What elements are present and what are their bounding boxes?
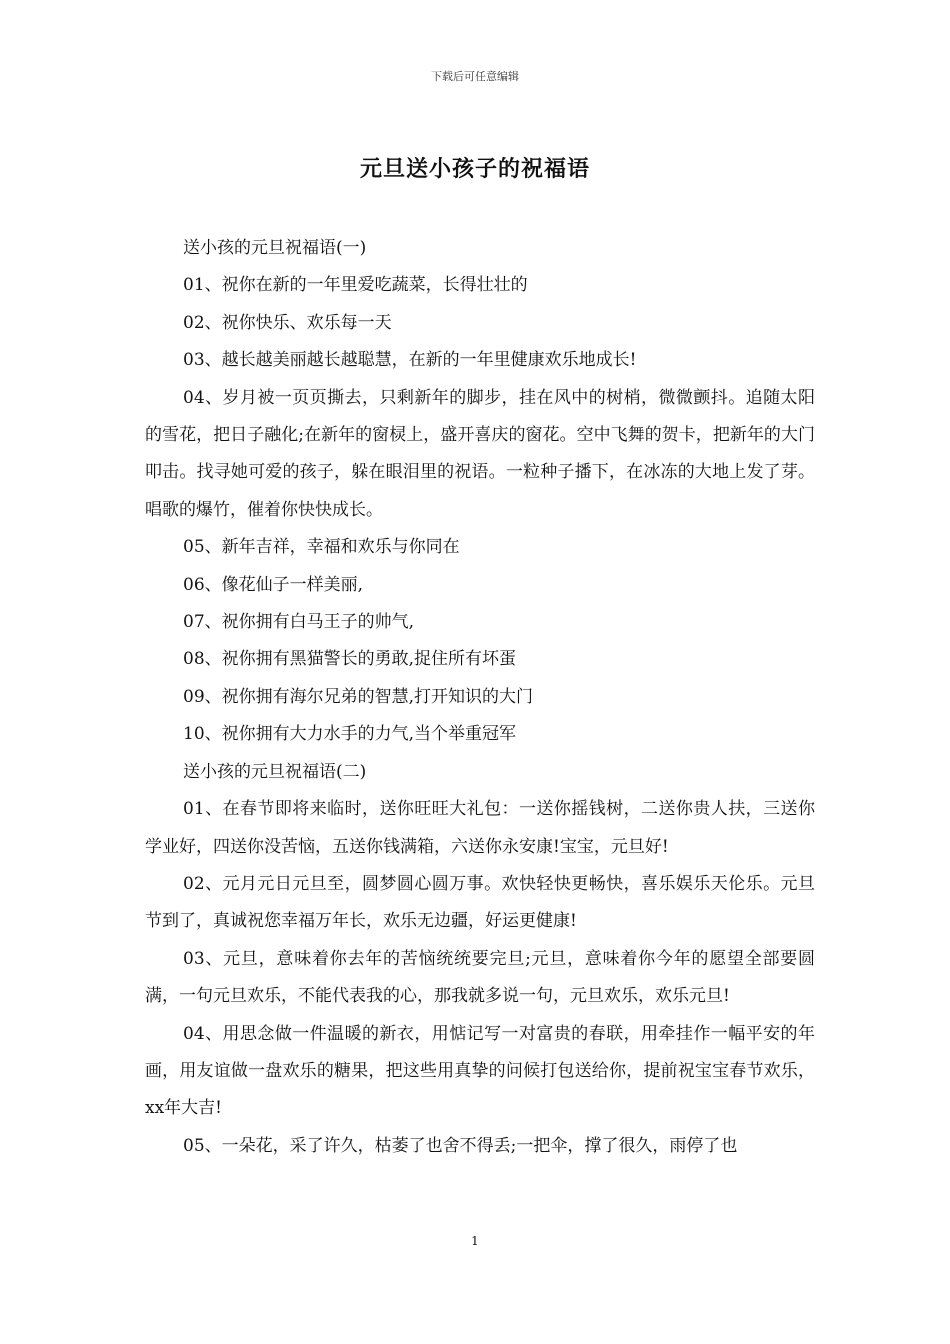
document-title: 元旦送小孩子的祝福语 [359,156,590,182]
paragraph: 04、岁月被一页页撕去，只剩新年的脚步，挂在风中的树梢，微微颤抖。追随太阳的雪花，把日子融化;在新年的窗棂上，盛开喜庆的窗花。空中飞舞的贺卡，把新年的大门叩击。找寻她可爱的孩子，躲在眼泪里的祝语。一粒种子播下，在冰冻的大地上发了芽。唱歌的爆竹，催着你快快成长。 [145,387,815,520]
header-note: 下载后可任意编辑 [431,70,519,83]
document-body [145,230,815,1165]
paragraph: 10、祝你拥有大力水手的力气,当个举重冠军 [183,724,517,745]
paragraph: 04、用思念做一件温暖的新衣，用惦记写一对富贵的春联，用牵挂作一幅平安的年画，用友谊做一盘欢乐的糖果，把这些用真挚的问候打包送给你，提前祝宝宝春节欢乐，xx年大吉! [145,1023,815,1119]
paragraph: 09、祝你拥有海尔兄弟的智慧,打开知识的大门 [183,686,534,707]
page-number: 1 [471,1234,479,1248]
paragraph: 02、元月元日元旦至，圆梦圆心圆万事。欢快轻快更畅快，喜乐娱乐天伦乐。元旦节到了，真诚祝您幸福万年长，欢乐无边疆，好运更健康! [145,873,815,932]
paragraph: 03、越长越美丽越长越聪慧，在新的一年里健康欢乐地成长! [183,350,637,371]
section-heading: 送小孩的元旦祝福语(一) [183,238,367,258]
paragraph: 05、新年吉祥，幸福和欢乐与你同在 [183,537,460,558]
paragraph: 05、一朵花，采了许久，枯萎了也舍不得丢;一把伞，撑了很久，雨停了也 [183,1135,738,1156]
paragraph: 06、像花仙子一样美丽, [183,574,364,595]
paragraph: 01、祝你在新的一年里爱吃蔬菜，长得壮壮的 [183,275,528,296]
paragraph: 07、祝你拥有白马王子的帅气, [183,612,415,633]
section-heading: 送小孩的元旦祝福语(二) [183,761,367,782]
paragraph: 02、祝你快乐、欢乐每一天 [183,312,392,333]
paragraph: 08、祝你拥有黑猫警长的勇敢,捉住所有坏蛋 [183,649,517,670]
paragraph: 01、在春节即将来临时，送你旺旺大礼包：一送你摇钱树，二送你贵人扶，三送你学业好，四送你没苦恼，五送你钱满箱，六送你永安康!宝宝，元旦好! [145,799,815,857]
paragraph: 03、元旦，意味着你去年的苦恼统统要完旦;元旦，意味着你今年的愿望全部要圆满，一句元旦欢乐，不能代表我的心，那我就多说一句，元旦欢乐，欢乐元旦! [145,948,815,1007]
